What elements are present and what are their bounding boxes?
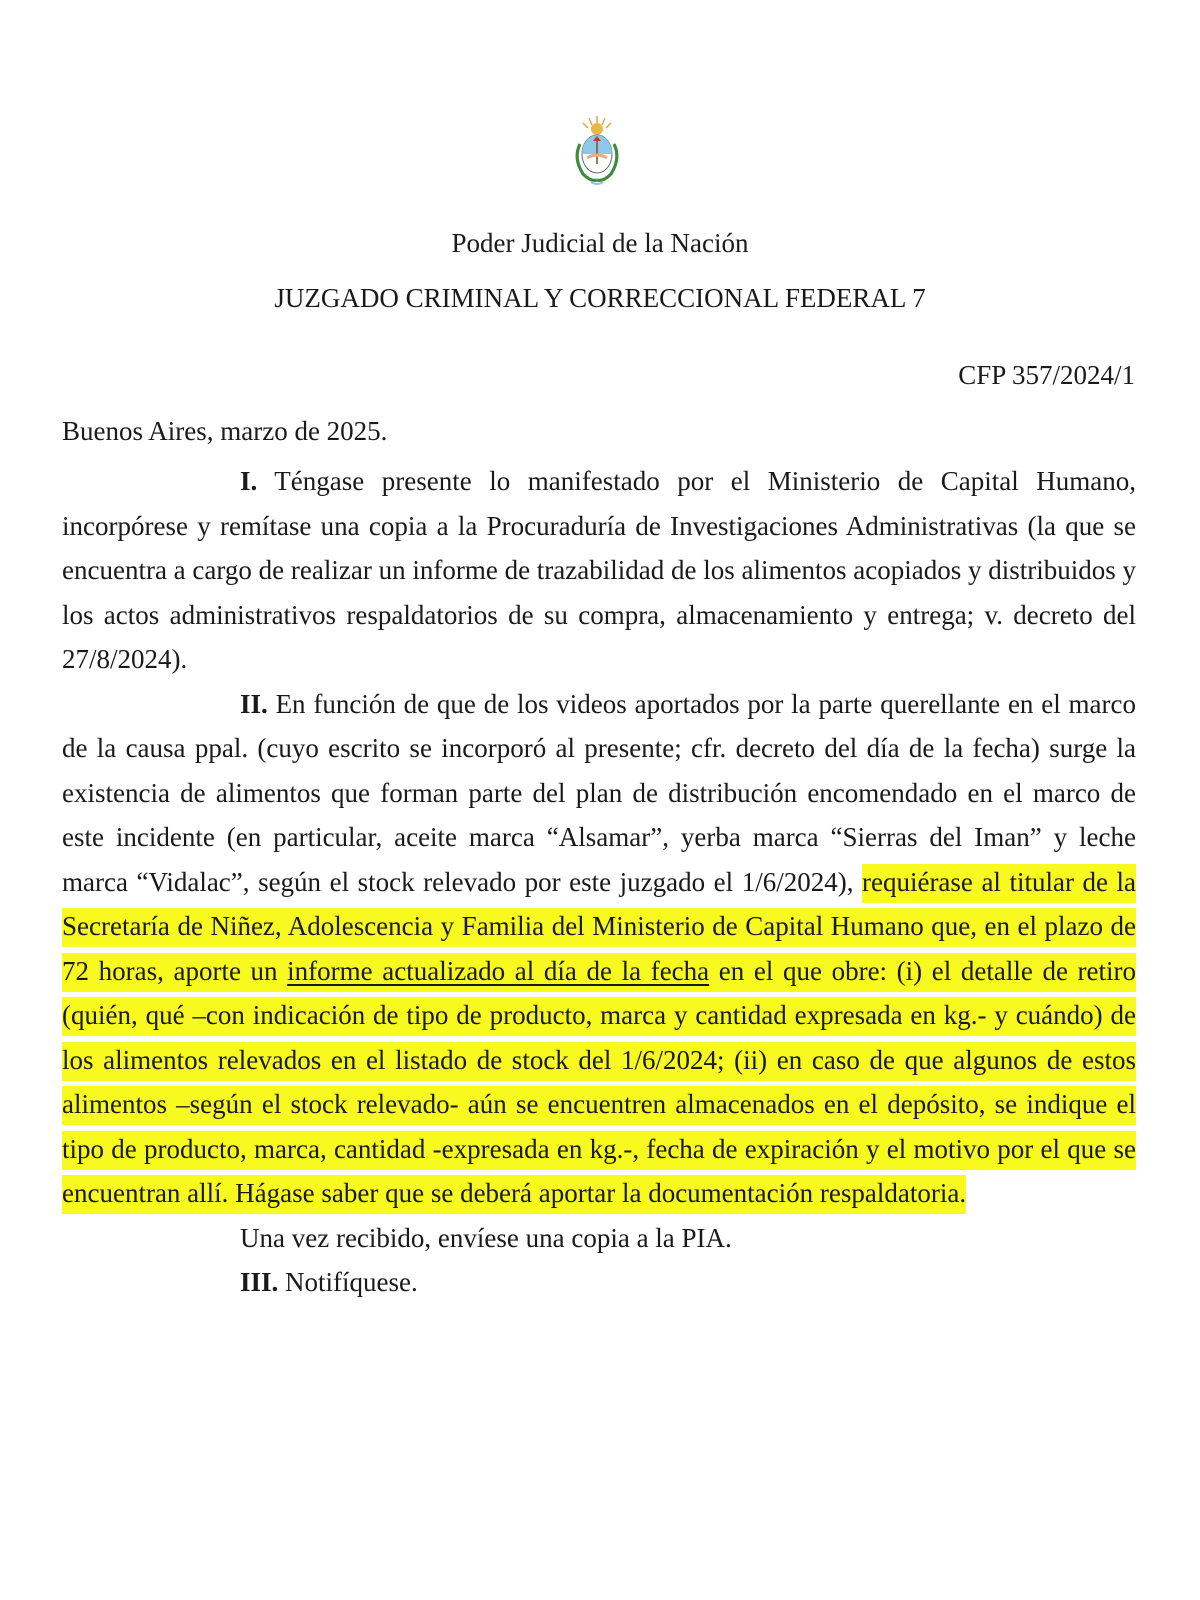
underlined-report-phrase: informe actualizado al día de la fecha — [287, 955, 710, 986]
paragraph-2-number: II. — [240, 688, 268, 719]
header-court-name: JUZGADO CRIMINAL Y CORRECCIONAL FEDERAL 7 — [274, 283, 926, 313]
paragraph-4-text: Notifíquese. — [278, 1267, 418, 1297]
paragraph-2 — [62, 682, 1136, 1216]
argentina-coat-of-arms-icon — [571, 114, 623, 190]
paragraph-3 — [62, 1216, 1136, 1261]
paragraph-4-number: III. — [240, 1267, 279, 1297]
paragraph-1-text: Téngase presente lo manifestado por el Ministerio de Capital Humano, incorpórese y remítase una copia a la Procuraduría de Investigaciones Administrativas (la que se encuentra a cargo de realizar un informe de trazabilidad de los alimentos acopiados y distribuidos y los actos administrativos respaldatorios de su compra, almacenamiento y entrega; v. decreto del 27/8/2024). — [62, 466, 1136, 674]
highlighted-text-start: requiérase al titular de la Secretaría de Niñez, Adolescencia y Familia del Ministerio de Capital Humano que, en el plazo de 72 horas, aporte un — [62, 866, 1136, 986]
paragraph-4 — [62, 1260, 1136, 1305]
document-body — [62, 459, 1136, 1305]
paragraph-1 — [62, 459, 1136, 682]
case-number: CFP 357/2024/1 — [958, 360, 1135, 390]
date-line: Buenos Aires, marzo de 2025. — [62, 416, 388, 446]
header-organization: Poder Judicial de la Nación — [451, 228, 749, 258]
paragraph-2-text: En función de que de los videos aportados por la parte querellante en el marco de la causa ppal. (cuyo escrito se incorporó al presente; cfr. decreto del día de la fecha) surge la existencia de alimentos que forman parte del plan de distribución encomendado en el marco de este incidente (en particular, aceite marca “Alsamar”, yerba marca “Sierras del Iman” y leche marca “Vidalac”, según el stock relevado por este juzgado el 1/6/2024), — [62, 688, 1136, 897]
highlighted-request — [62, 864, 1136, 1215]
highlighted-text-end: en el que obre: (i) el detalle de retiro (quién, qué –con indicación de tipo de producto, marca y cantidad expresada en kg.- y cuándo) de los alimentos relevados en el listado de stock del 1/6/2024; (ii) en caso de que algunos de estos alimentos –según el stock relevado- aún se encuentren almacenados en el depósito, se indique el tipo de producto, marca, cantidad -expresada en kg.-, fecha de expiración y el motivo por el que se encuentran allí. Hágase saber que se deberá aportar la documentación respaldatoria. — [62, 955, 1137, 1208]
paragraph-1-number: I. — [240, 466, 258, 496]
paragraph-3-text: Una vez recibido, envíese una copia a la PIA. — [240, 1222, 732, 1253]
